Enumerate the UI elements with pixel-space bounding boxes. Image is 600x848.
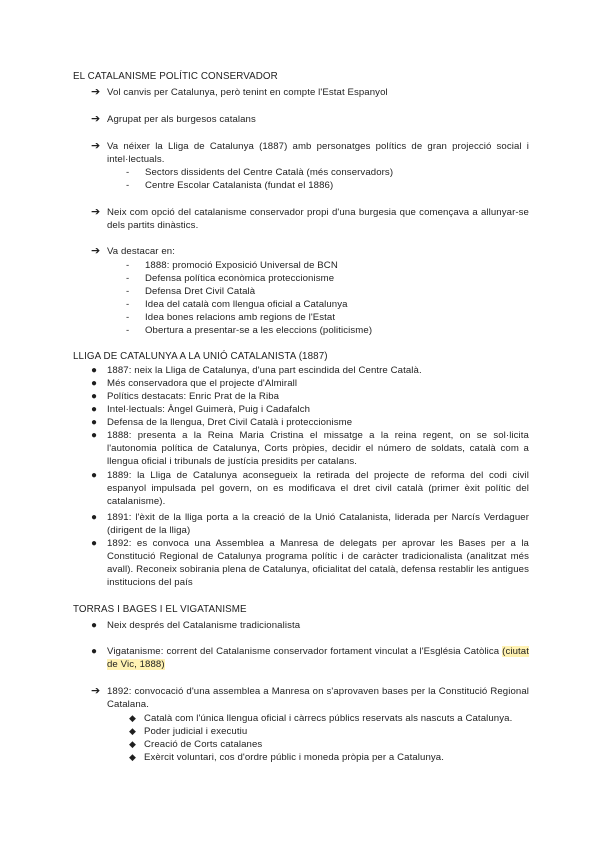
list-item: ➔ Vol canvis per Catalunya, però tenint en compte l'Estat Espanyol bbox=[91, 86, 388, 98]
highlighted-text: (ciutat de Vic, 1888) bbox=[107, 646, 529, 670]
diamond-icon: ◆ bbox=[129, 739, 137, 749]
sub-list-item: - Defensa Dret Civil Català bbox=[126, 286, 256, 297]
sub-list-item: - Sectors dissidents del Centre Català (més conservadors) bbox=[126, 167, 394, 178]
sub-list-item: ◆ Català com l'única llengua oficial i càrrecs públics reservats als nascuts a Catalunya. bbox=[129, 713, 513, 724]
section-title-torras-bages: TORRAS I BAGES I EL VIGATANISME bbox=[73, 604, 247, 615]
dash-icon: - bbox=[126, 312, 130, 323]
bullet-icon: ● bbox=[91, 470, 98, 481]
list-item: ➔ 1892: convocació d'una assemblea a Manresa on s'aprovaven bases per la Constitució Regional Catalana. bbox=[91, 685, 529, 710]
diamond-icon: ◆ bbox=[129, 726, 137, 736]
sub-list-item: - Idea del català com llengua oficial a Catalunya bbox=[126, 299, 348, 310]
arrow-icon: ➔ bbox=[91, 206, 101, 218]
arrow-icon: ➔ bbox=[91, 113, 101, 125]
list-item: ● Neix després del Catalanisme tradicionalista bbox=[91, 620, 301, 631]
bullet-icon: ● bbox=[91, 430, 98, 441]
arrow-icon: ➔ bbox=[91, 685, 101, 697]
bullet-icon: ● bbox=[91, 512, 98, 523]
diamond-icon: ◆ bbox=[129, 713, 137, 723]
section-title-lliga-unio: LLIGA DE CATALUNYA A LA UNIÓ CATALANISTA (1887) bbox=[73, 351, 328, 362]
sub-list-item: - Centre Escolar Catalanista (fundat el 1886) bbox=[126, 180, 334, 191]
sub-list-item: - Defensa política econòmica proteccionisme bbox=[126, 273, 335, 284]
diamond-icon: ◆ bbox=[129, 752, 137, 762]
dash-icon: - bbox=[126, 325, 130, 336]
list-item: ● 1891: l'èxit de la lliga porta a la creació de la Unió Catalanista, liderada per Narcís Verdaguer (dirigent de la lliga) bbox=[91, 512, 529, 536]
section-title-catalanisme-conservador: EL CATALANISME POLÍTIC CONSERVADOR bbox=[73, 71, 278, 82]
list-item: ➔ Va destacar en: bbox=[91, 245, 175, 257]
bullet-icon: ● bbox=[91, 538, 98, 549]
arrow-icon: ➔ bbox=[91, 86, 101, 98]
list-item: ➔ Va néixer la Lliga de Catalunya (1887) amb personatges polítics de gran projecció social i intel·lectuals. bbox=[91, 140, 529, 165]
bullet-icon: ● bbox=[91, 646, 98, 657]
list-item: ● Intel·lectuals: Àngel Guimerà, Puig i Cadafalch bbox=[91, 404, 311, 415]
sub-list-item: - Obertura a presentar-se a les eleccions (politicisme) bbox=[126, 325, 373, 336]
list-item: ● Més conservadora que el projecte d'Almirall bbox=[91, 378, 298, 389]
arrow-icon: ➔ bbox=[91, 140, 101, 152]
dash-icon: - bbox=[126, 273, 130, 284]
dash-icon: - bbox=[126, 260, 130, 271]
dash-icon: - bbox=[126, 167, 130, 178]
sub-list-item: ◆ Creació de Corts catalanes bbox=[129, 739, 263, 750]
list-item: ● 1889: la Lliga de Catalunya aconsegueix la retirada del projecte de reforma del codi civil espanyol impulsada pel govern, on es modificava el dret civil català (primer èxit polític del catalanisme). bbox=[91, 470, 529, 507]
sub-list-item: ◆ Exèrcit voluntari, cos d'ordre públic i moneda pròpia per a Catalunya. bbox=[129, 752, 444, 763]
list-item: ➔ Agrupat per als burgesos catalans bbox=[91, 113, 256, 125]
arrow-icon: ➔ bbox=[91, 245, 101, 257]
sub-list-item: - Idea bones relacions amb regions de l'Estat bbox=[126, 312, 336, 323]
list-item: ● Polítics destacats: Enric Prat de la Riba bbox=[91, 391, 280, 402]
list-item: ➔ Neix com opció del catalanisme conservador propi d'una burgesia que començava a allunyar-se dels partits dinàstics. bbox=[91, 206, 529, 231]
dash-icon: - bbox=[126, 180, 130, 191]
bullet-icon: ● bbox=[91, 620, 98, 631]
bullet-icon: ● bbox=[91, 417, 98, 428]
dash-icon: - bbox=[126, 299, 130, 310]
list-item: ● 1887: neix la Lliga de Catalunya, d'una part escindida del Centre Català. bbox=[91, 365, 422, 376]
bullet-icon: ● bbox=[91, 378, 98, 389]
list-item: ● 1892: es convoca una Assemblea a Manresa de delegats per aprovar les Bases per a la Constitució Regional de Catalunya programa polític i de caràcter tradicionalista (analitzat més avall). Reconeix sobirania plena de Catalunya, oficialitat del català, defensa restablir les antigues institucions del país bbox=[91, 538, 529, 588]
bullet-icon: ● bbox=[91, 365, 98, 376]
dash-icon: - bbox=[126, 286, 130, 297]
list-item: ● 1888: presenta a la Reina Maria Cristina el missatge a la reina regent, on se sol·licita l'autonomia política de Catalunya, Corts pròpies, decidir el número de soldats, català com a llengua oficial i tribunals de justícia presidits per catalans. bbox=[91, 430, 529, 467]
sub-list-item: ◆ Poder judicial i executiu bbox=[129, 726, 248, 737]
list-item: ● Defensa de la llengua, Dret Civil Català i proteccionisme bbox=[91, 417, 353, 428]
list-item: ● Vigatanisme: corrent del Catalanisme conservador fortament vinculat a l'Església Catòlica (ciutat de Vic, 1888) bbox=[91, 646, 529, 670]
bullet-icon: ● bbox=[91, 391, 98, 402]
bullet-icon: ● bbox=[91, 404, 98, 415]
sub-list-item: - 1888: promoció Exposició Universal de BCN bbox=[126, 260, 338, 271]
